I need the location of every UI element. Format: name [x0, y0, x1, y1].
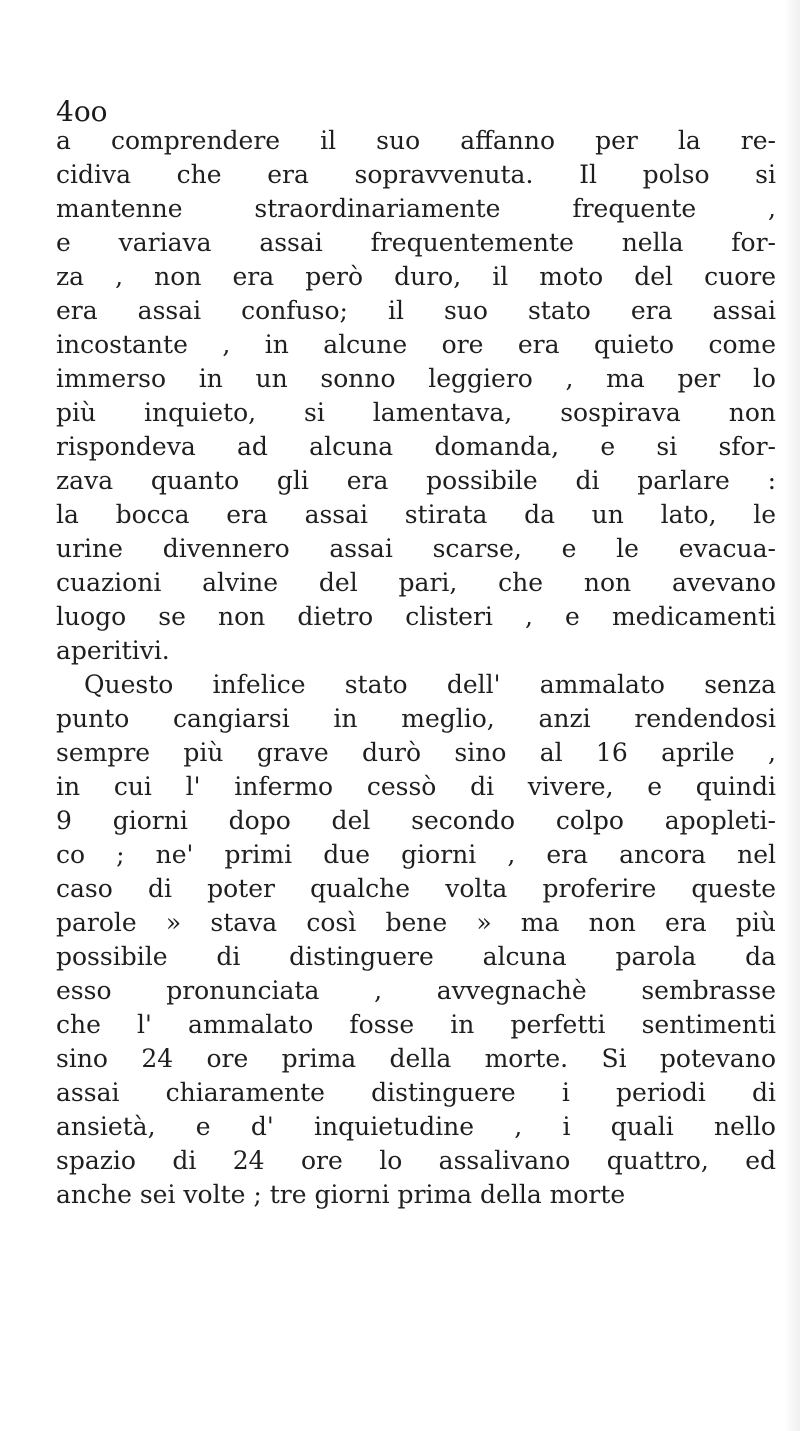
text-line: la bocca era assai stirata da un lato, le [56, 500, 776, 529]
text-line: za , non era però duro, il moto del cuore [56, 262, 776, 291]
text-line: sino 24 ore prima della morte. Si potevano [56, 1044, 776, 1073]
text-line: co ; ne' primi due giorni , era ancora nel [56, 840, 776, 869]
text-line: più inquieto, si lamentava, sospirava non [56, 398, 776, 427]
text-line: caso di poter qualche volta proferire queste [56, 874, 776, 903]
text-line: assai chiaramente distinguere i periodi di [56, 1078, 776, 1107]
text-line: cidiva che era sopravvenuta. Il polso si [56, 160, 776, 189]
text-line: immerso in un sonno leggiero , ma per lo [56, 364, 776, 393]
text-line: sempre più grave durò sino al 16 aprile , [56, 738, 776, 767]
text-line: punto cangiarsi in meglio, anzi rendendosi [56, 704, 776, 733]
text-line: parole » stava così bene » ma non era più [56, 908, 776, 937]
page-number: 4oo [56, 95, 108, 128]
text-line: e variava assai frequentemente nella for- [56, 228, 776, 257]
text-line: zava quanto gli era possibile di parlare : [56, 466, 776, 495]
text-line: cuazioni alvine del pari, che non avevano [56, 568, 776, 597]
text-line: urine divennero assai scarse, e le evacua- [56, 534, 776, 563]
text-line: era assai confuso; il suo stato era assai [56, 296, 776, 325]
text-line: che l' ammalato fosse in perfetti sentimenti [56, 1010, 776, 1039]
text-line: in cui l' infermo cessò di vivere, e quindi [56, 772, 776, 801]
text-line: luogo se non dietro clisteri , e medicamenti [56, 602, 776, 631]
text-line: mantenne straordinariamente frequente , [56, 194, 776, 223]
text-line: ansietà, e d' inquietudine , i quali nello [56, 1112, 776, 1141]
text-line: spazio di 24 ore lo assalivano quattro, ed [56, 1146, 776, 1175]
page-edge-shadow [784, 0, 800, 1431]
text-line: rispondeva ad alcuna domanda, e si sfor- [56, 432, 776, 461]
text-line: 9 giorni dopo del secondo colpo apopleti- [56, 806, 776, 835]
text-line: aperitivi. [56, 636, 170, 665]
body-text [56, 124, 776, 1212]
text-line: anche sei volte ; tre giorni prima della morte [56, 1180, 626, 1209]
text-line: incostante , in alcune ore era quieto come [56, 330, 776, 359]
text-line: possibile di distinguere alcuna parola da [56, 942, 776, 971]
text-line: a comprendere il suo affanno per la re- [56, 126, 776, 155]
text-line: Questo infelice stato dell' ammalato senza [84, 670, 776, 699]
text-line: esso pronunciata , avvegnachè sembrasse [56, 976, 776, 1005]
